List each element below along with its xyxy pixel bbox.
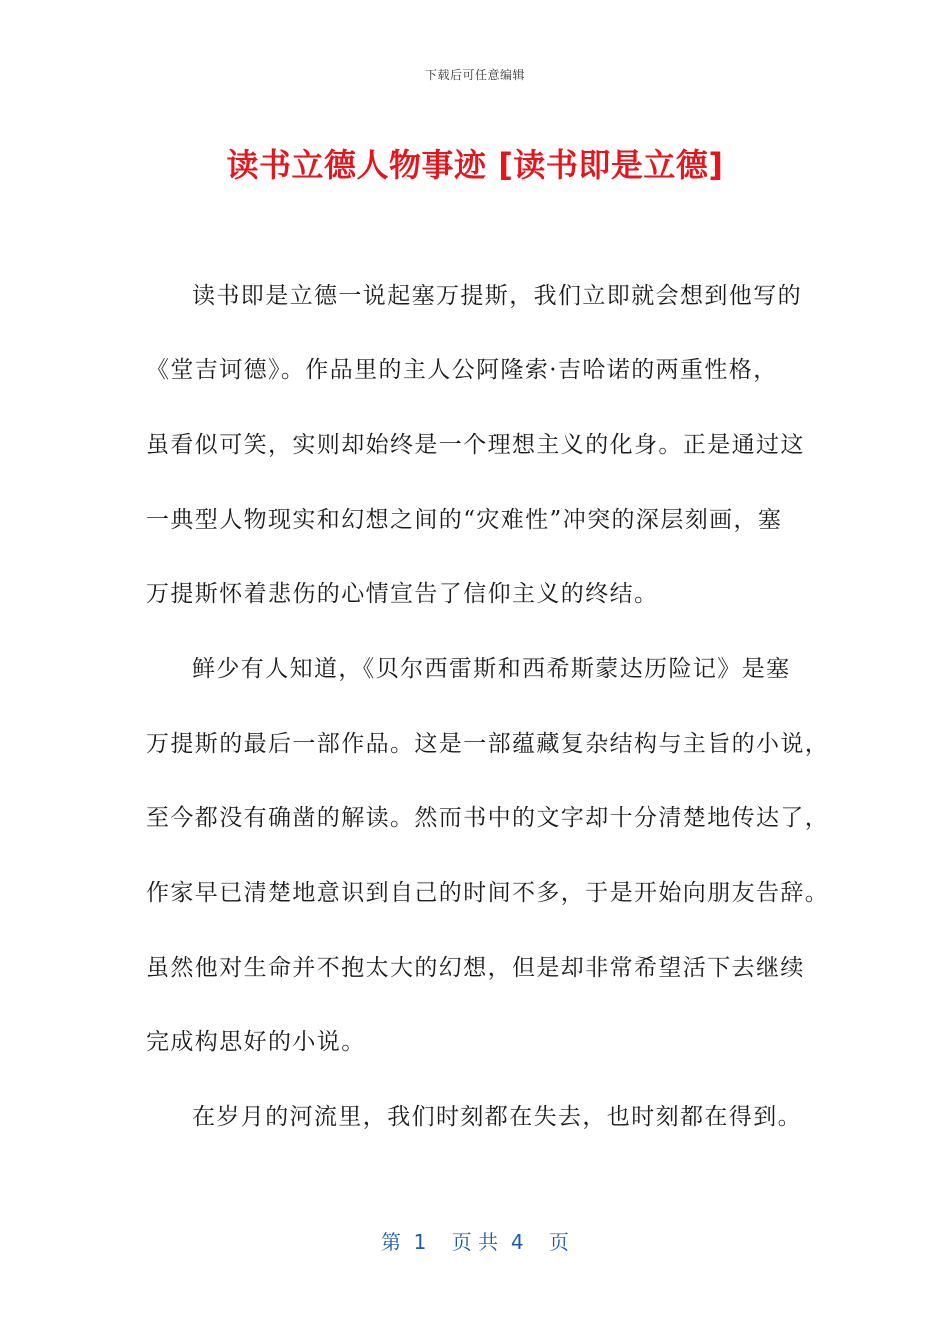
body-line: 一典型人物现实和幻想之间的“灾难性”冲突的深层刻画，塞	[146, 507, 783, 533]
page-number: 第 1 页 共 4 页	[380, 1230, 570, 1254]
body-line: 鲜少有人知道，《贝尔西雷斯和西希斯蒙达历险记》是塞	[192, 656, 791, 682]
body-line: 至今都没有确凿的解读。然而书中的文字却十分清楚地传达了，	[146, 805, 830, 831]
body-line: 虽看似可笑，实则却始终是一个理想主义的化身。正是通过这	[146, 432, 805, 458]
body-line: 完成构思好的小说。	[146, 1029, 366, 1055]
body-line: 万提斯怀着悲伤的心情宣告了信仰主义的终结。	[146, 581, 659, 607]
body-line: 万提斯的最后一部作品。这是一部蕴藏复杂结构与主旨的小说，	[146, 731, 830, 757]
body-line: 作家早已清楚地意识到自己的时间不多，于是开始向朋友告辞。	[146, 880, 830, 906]
body-line: 虽然他对生命并不抱太大的幻想，但是却非常希望活下去继续	[146, 955, 805, 981]
body-line: 《堂吉诃德》。作品里的主人公阿隆索·吉哈诺的两重性格，	[146, 357, 778, 383]
body-line: 读书即是立德一说起塞万提斯，我们立即就会想到他写的	[192, 283, 802, 309]
body-line: 在岁月的河流里，我们时刻都在失去，也时刻都在得到。	[192, 1104, 802, 1130]
document-title: 读书立德人物事迹 [读书即是立德]	[226, 146, 724, 184]
header-note: 下载后可任意编辑	[424, 68, 525, 82]
